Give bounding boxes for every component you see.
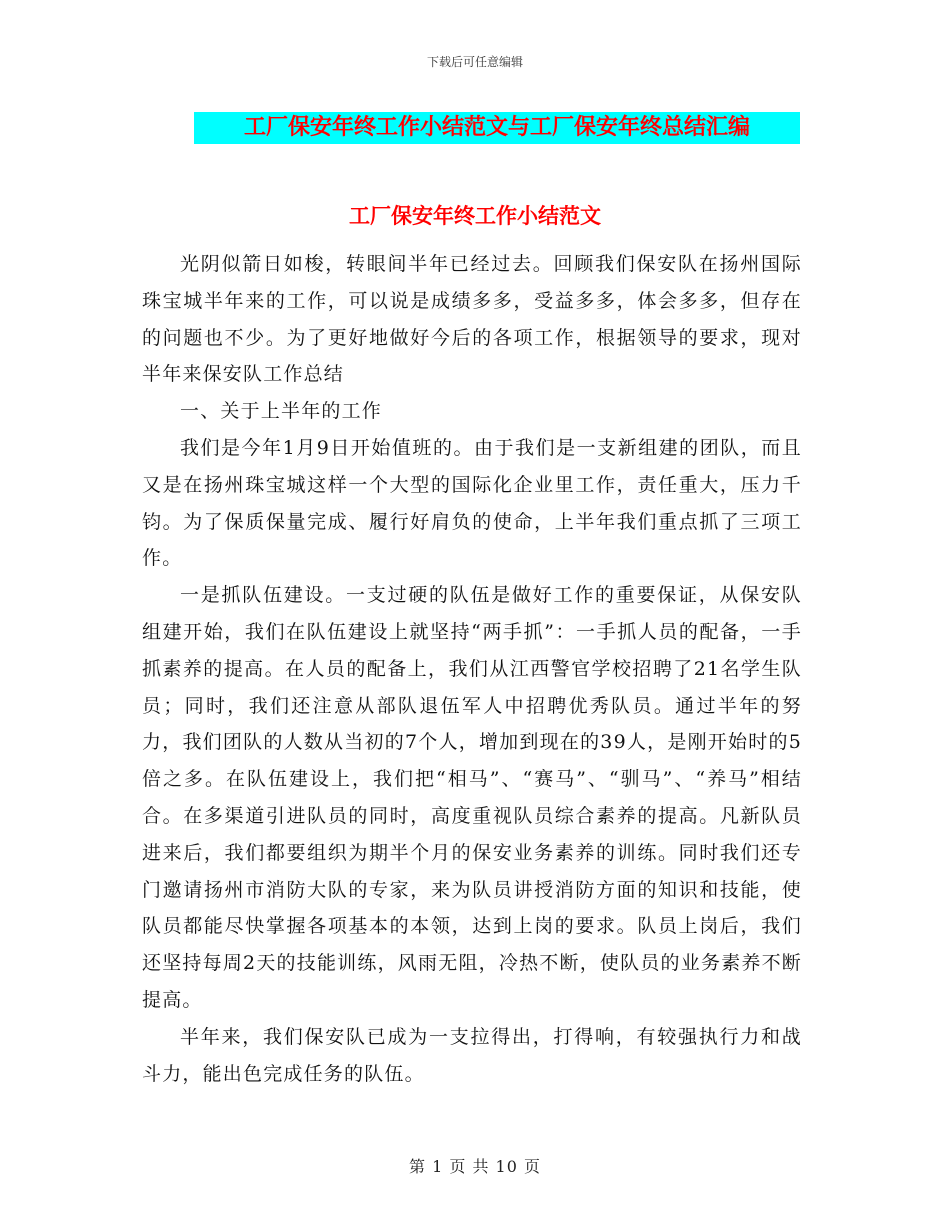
paragraph-intro: 光阴似箭日如梭，转眼间半年已经过去。回顾我们保安队在扬州国际珠宝城半年来的工作，可以说是成绩多多，受益多多，体会多多，但存在的问题也不少。为了更好地做好今后的各项工作，根据领导的要求，现对半年来保安队工作总结: [142, 253, 802, 386]
paragraph-team-building: 一是抓队伍建设。一支过硬的队伍是做好工作的重要保证，从保安队组建开始，我们在队伍建设上就坚持“两手抓”：一手抓人员的配备，一手抓素养的提高。在人员的配备上，我们从江西警官学校招聘了21名学生队员；同时，我们还注意从部队退伍军人中招聘优秀队员。通过半年的努力，我们团队的人数从当初的7个人，增加到现在的39人，是刚开始时的5倍之多。在队伍建设上，我们把“相马”、“赛马”、“驯马”、“养马”相结合。在多渠道引进队员的同时，高度重视队员综合素养的提高。凡新队员进来后，我们都要组织为期半个月的保安业务素养的训练。同时我们还专门邀请扬州市消防大队的专家，来为队员讲授消防方面的知识和技能，使队员都能尽快掌握各项基本的本领，达到上岗的要求。队员上岗后，我们还坚持每周2天的技能训练，风雨无阻，冷热不断，使队员的业务素养不断提高。: [142, 584, 802, 1011]
paragraph-summary: 半年来，我们保安队已成为一支拉得出，打得响，有较强执行力和战斗力，能出色完成任务的队伍。: [142, 1025, 802, 1085]
header-note: 下载后可任意编辑: [426, 55, 523, 69]
paragraph-heading-first-half: 一、关于上半年的工作: [180, 400, 383, 423]
section-title: 工厂保安年终工作小结范文: [349, 204, 601, 228]
document-title: 工厂保安年终工作小结范文与工厂保安年终总结汇编: [194, 112, 800, 144]
page-number: 第 1 页 共 10 页: [409, 1157, 541, 1176]
paragraph-start-duty: 我们是今年1月9日开始值班的。由于我们是一支新组建的团队，而且又是在扬州珠宝城这样一个大型的国际化企业里工作，责任重大，压力千钧。为了保质保量完成、履行好肩负的使命，上半年我们重点抓了三项工作。: [142, 436, 802, 570]
document-body: [142, 246, 802, 1092]
